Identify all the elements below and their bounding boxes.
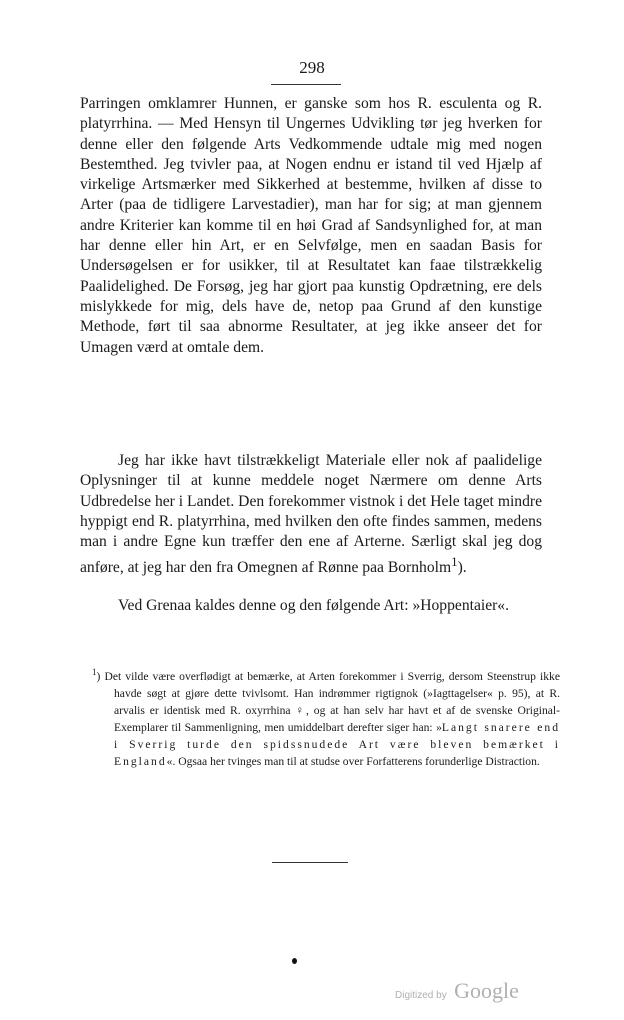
watermark-prefix: Digitized by bbox=[395, 990, 447, 1001]
ink-dot bbox=[292, 958, 297, 964]
paragraph-1: Parringen omklamrer Hunnen, er ganske som hos R. esculenta og R. platyrrhina. — Med Hensyn til Ungernes Udvikling tør jeg hverken for denne eller den følgende Arts Vedkommende udtale mig med nogen Bestemthed. Jeg tvivler paa, at Nogen endnu er istand til ved Hjælp af virkelige Artsmærker med Sikkerhed at bestemme, hvilken af disse to Arter (paa de tidligere Larvestadier), man har for sig; at man gjennem andre Kriterier kan komme til en høi Grad af Sandsynlighed for, at man har denne eller hin Art, er en Selvfølge, men en saadan Basis for Undersøgelsen er for usikker, til at Resultatet kan faae tilstrækkelig Paalidelighed. De Forsøg, jeg har gjort paa kunstig Opdrætning, ere dels mislykkede for mig, dels have de, netop paa Grund af den kunstige Methode, ført til saa abnorme Resultater, at jeg ikke anseer det for Umagen værd at omtale dem. bbox=[80, 95, 542, 356]
footnote-spaced-quote: Langt snarere end i Sverrig turde den spidssnudede Art være bleven bemærket i England bbox=[114, 720, 560, 768]
footnote-marker: 1 bbox=[92, 667, 97, 677]
footnote bbox=[92, 664, 560, 770]
footnote-text-b: «. Ogsaa her tvinges man til at studse over Forfatterens forunderlige Distraction. bbox=[166, 754, 540, 768]
watermark-brand: Google bbox=[454, 978, 519, 1003]
bottom-rule bbox=[272, 862, 348, 863]
paragraph-2-end: ). bbox=[457, 559, 467, 577]
paragraph-2 bbox=[80, 451, 542, 579]
footnote-text-a: Det vilde være overflødigt at bemærke, at Arten forekommer i Sverrig, dersom Steenstrup ikke havde søgt at gjøre dette tvivlsomt. Han indrømmer rigtignok (»Iagttagelser« p. 95), at R. arvalis er identisk med R. oxyrrhina ♀, og at han selv har havt et af de svenske Original-Exemplarer til Sammenligning, men umiddelbart derefter siger han: » bbox=[104, 669, 560, 734]
page-number-rule bbox=[271, 84, 341, 85]
paragraph-2-text: Jeg har ikke havt tilstrækkeligt Materiale eller nok af paalidelige Oplysninger til at kunne meddele noget Nærmere om denne Arts Udbredelse her i Landet. Den forekommer vistnok i det Hele taget mindre hyppigt end R. platyrrhina, med hvilken den ofte findes sammen, medens man i andre Egne kun træffer den ene af Arterne. Særligt skal jeg dog anføre, at jeg har den fra Omegnen af Rønne paa Bornholm bbox=[80, 452, 542, 577]
footnote-reference: 1 bbox=[451, 554, 458, 570]
page-number: 298 bbox=[299, 58, 325, 77]
paragraph-3: Ved Grenaa kaldes denne og den følgende Art: »Hoppentaier«. bbox=[118, 597, 510, 614]
footnote-marker-close: ) bbox=[96, 669, 101, 683]
digitized-watermark bbox=[395, 978, 519, 1004]
